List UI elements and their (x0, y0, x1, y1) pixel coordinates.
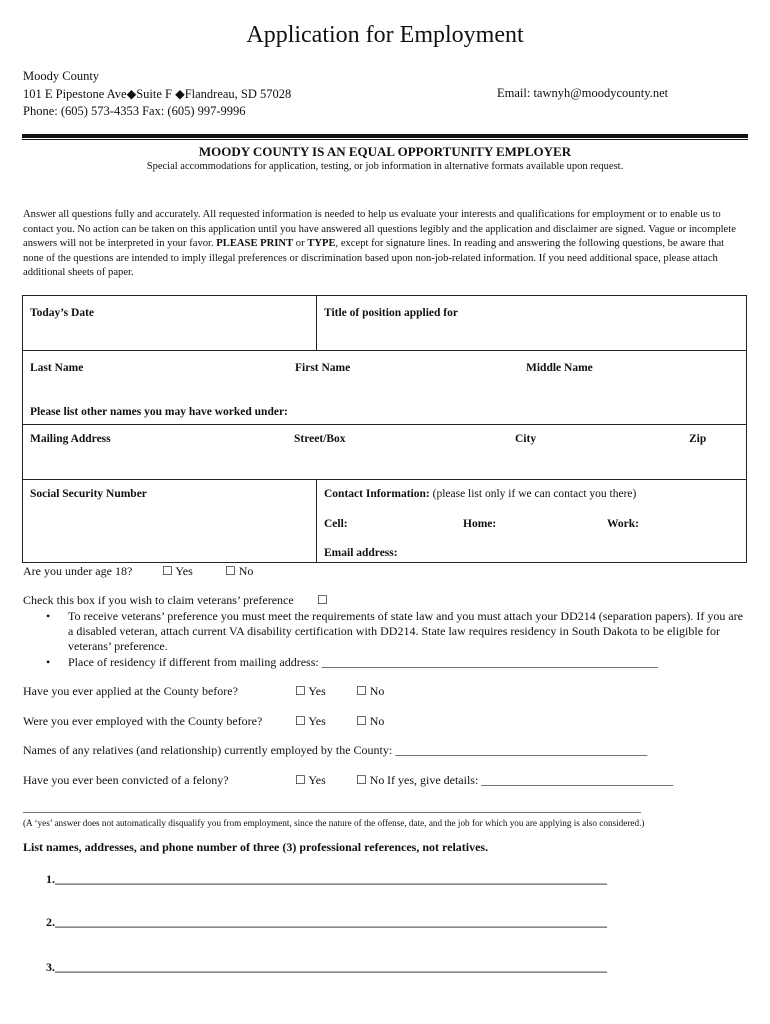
felony-details-field[interactable]: If yes, give details: ________________________________ (387, 773, 674, 787)
employed-before-no-checkbox[interactable]: ☐ No (356, 714, 385, 728)
instructions-or: or (293, 238, 308, 250)
table-divider (22, 479, 747, 480)
applied-before-yes-checkbox[interactable]: ☐ Yes (295, 684, 326, 698)
felony-yes-checkbox[interactable]: ☐ Yes (295, 773, 326, 787)
city-field[interactable]: City (515, 433, 537, 445)
table-divider (316, 479, 317, 563)
instructions-bold-type: TYPE (307, 238, 336, 250)
table-divider (22, 424, 747, 425)
ssn-field[interactable]: Social Security Number (30, 488, 147, 500)
applied-before-no-checkbox[interactable]: ☐ No (356, 684, 385, 698)
eoe-statement: MOODY COUNTY IS AN EQUAL OPPORTUNITY EMPLOYER (198, 144, 572, 159)
org-name: Moody County (23, 69, 100, 83)
last-name-field[interactable]: Last Name (30, 362, 84, 374)
felony-question: Have you ever been convicted of a felony? (23, 773, 229, 787)
employed-before-yes-checkbox[interactable]: ☐ Yes (295, 714, 326, 728)
veterans-preference-question: Check this box if you wish to claim veterans’ preference (23, 593, 294, 607)
bullet-icon: • (46, 655, 51, 669)
org-email: Email: tawnyh@moodycounty.net (497, 86, 669, 100)
felony-disclaimer: (A ‘yes’ answer does not automatically disqualify you from employment, since the nature of the offense, date, and the job for which you are applying is also considered.) (23, 818, 645, 828)
employed-before-question: Were you ever employed with the County before? (23, 714, 263, 728)
cell-field[interactable]: Cell: (324, 518, 348, 530)
instructions-bold-print: PLEASE PRINT (216, 238, 294, 250)
email-address-field[interactable]: Email address: (324, 547, 398, 559)
references-heading: List names, addresses, and phone number of three (3) professional references, not relatives. (23, 840, 489, 854)
table-divider (22, 350, 747, 351)
table-divider (316, 295, 317, 350)
zip-field[interactable]: Zip (689, 433, 707, 445)
reference-3-field[interactable]: 3.____________________________________________________________________________________________ (46, 960, 607, 974)
under-18-question: Are you under age 18? (23, 564, 133, 578)
org-phone: Phone: (605) 573-4353 Fax: (605) 997-9996 (23, 104, 246, 118)
accommodation-note: Special accommodations for application, testing, or job information in alternative formats available upon request. (146, 161, 624, 172)
relatives-field[interactable]: Names of any relatives (and relationship) currently employed by the County: __________________________________________ (23, 743, 648, 757)
other-names-field[interactable]: Please list other names you may have worked under: (30, 406, 288, 418)
position-title-field[interactable]: Title of position applied for (324, 307, 458, 319)
instructions-part2: , except for signature lines. In reading and answering the following questions, be aware that none of the questions are intended to imply illegal preferences or discrimination based upon non-job-related information. If you need additional space, please attach additional sheets of paper. (23, 238, 725, 279)
under-18-no-checkbox[interactable]: ☐ No (225, 564, 254, 578)
org-address: 101 E Pipestone Ave◆Suite F ◆Flandreau, SD 57028 (23, 87, 292, 101)
contact-info-heading: Contact Information: (324, 488, 430, 500)
bullet-icon: • (46, 609, 51, 623)
reference-2-field[interactable]: 2.____________________________________________________________________________________________ (46, 915, 607, 929)
residency-field[interactable]: Place of residency if different from mailing address: ________________________________________________________ (68, 655, 658, 669)
work-phone-field[interactable]: Work: (607, 518, 639, 530)
instructions (23, 208, 741, 281)
home-phone-field[interactable]: Home: (463, 518, 497, 530)
under-18-yes-checkbox[interactable]: ☐ Yes (162, 564, 193, 578)
mailing-address-field[interactable]: Mailing Address (30, 433, 111, 445)
contact-info-note: (please list only if we can contact you there) (429, 488, 637, 500)
contact-info-label (324, 488, 636, 500)
todays-date-field[interactable]: Today’s Date (30, 307, 95, 319)
middle-name-field[interactable]: Middle Name (526, 362, 593, 374)
veterans-preference-checkbox[interactable]: ☐ (317, 593, 328, 607)
header-rule-thin (22, 139, 748, 140)
reference-1-field[interactable]: 1.____________________________________________________________________________________________ (46, 872, 607, 886)
applied-before-question: Have you ever applied at the County before? (23, 684, 238, 698)
veterans-requirements-note: To receive veterans’ preference you must meet the requirements of state law and you must attach your DD214 (separation papers). If you are a disabled veteran, attach current VA disability certification with DD214. State law requires residency in South Dakota to be eligible for veterans’ preference. (68, 609, 744, 653)
header-rule-thick (22, 134, 748, 138)
felony-no-checkbox[interactable]: ☐ No (356, 773, 385, 787)
instructions-part1: Answer all questions fully and accurately. All requested information is needed to help us evaluate your interests and qualifications for employment or to enable us to contact you. No action can be taken on this application until you have answered all questions legibly and the application and disclaimer are signed. Vague or incomplete answers will not be interpreted in your favor. (23, 209, 736, 250)
page-title: Application for Employment (246, 22, 524, 48)
street-box-field[interactable]: Street/Box (294, 433, 346, 445)
first-name-field[interactable]: First Name (295, 362, 351, 374)
felony-details-line[interactable]: _______________________________________________________________________________________________________ (23, 800, 641, 814)
